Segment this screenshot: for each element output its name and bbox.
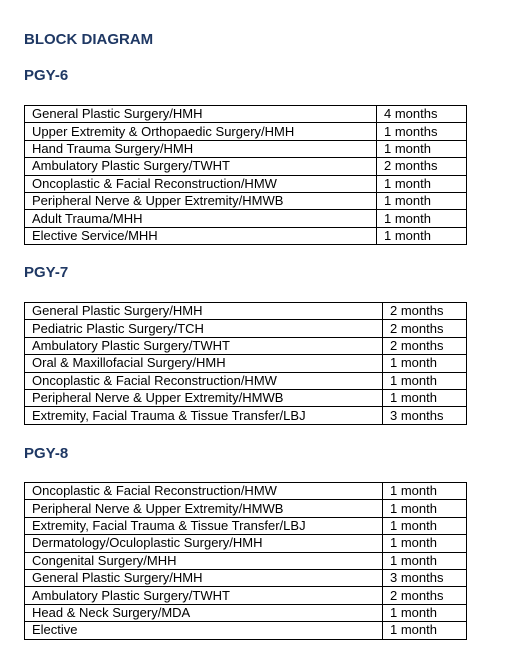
duration-cell: 1 month [383, 500, 467, 517]
rotation-cell: Extremity, Facial Trauma & Tissue Transfer/LBJ [25, 407, 383, 424]
rotation-cell: Adult Trauma/MHH [25, 210, 377, 227]
duration-cell: 2 months [383, 320, 467, 337]
table-row [25, 140, 467, 157]
page-title: BLOCK DIAGRAM [24, 31, 154, 48]
rotation-cell: Oncoplastic & Facial Reconstruction/HMW [25, 175, 377, 192]
rotation-cell: Peripheral Nerve & Upper Extremity/HMWB [25, 500, 383, 517]
rotation-cell: Ambulatory Plastic Surgery/TWHT [25, 337, 383, 354]
section-heading-pgy6: PGY-6 [24, 67, 69, 84]
rotation-cell: Upper Extremity & Orthopaedic Surgery/HMH [25, 123, 377, 140]
duration-cell: 1 month [377, 227, 467, 244]
rotation-cell: Dermatology/Oculoplastic Surgery/HMH [25, 535, 383, 552]
table-row [25, 106, 467, 123]
table-row [25, 500, 467, 517]
duration-cell: 4 months [377, 106, 467, 123]
table-row [25, 535, 467, 552]
rotation-cell: Ambulatory Plastic Surgery/TWHT [25, 587, 383, 604]
table-row [25, 483, 467, 500]
rotation-cell: Ambulatory Plastic Surgery/TWHT [25, 158, 377, 175]
duration-cell: 1 month [377, 192, 467, 209]
table-row [25, 227, 467, 244]
table-row [25, 604, 467, 621]
rotation-cell: Extremity, Facial Trauma & Tissue Transfer/LBJ [25, 517, 383, 534]
table-row [25, 210, 467, 227]
duration-cell: 1 month [377, 140, 467, 157]
duration-cell: 1 month [377, 175, 467, 192]
duration-cell: 1 month [383, 552, 467, 569]
duration-cell: 1 month [383, 604, 467, 621]
duration-cell: 3 months [383, 407, 467, 424]
rotation-cell: General Plastic Surgery/HMH [25, 303, 383, 320]
duration-cell: 1 month [383, 622, 467, 639]
rotation-cell: Hand Trauma Surgery/HMH [25, 140, 377, 157]
duration-cell: 3 months [383, 569, 467, 586]
rotation-cell: Peripheral Nerve & Upper Extremity/HMWB [25, 389, 383, 406]
section-heading-pgy7: PGY-7 [24, 264, 69, 281]
rotation-cell: Elective Service/MHH [25, 227, 377, 244]
table-row [25, 175, 467, 192]
rotation-cell: Pediatric Plastic Surgery/TCH [25, 320, 383, 337]
duration-cell: 1 month [377, 210, 467, 227]
table-row [25, 389, 467, 406]
table-row [25, 303, 467, 320]
table-row [25, 407, 467, 424]
rotation-table-pgy8 [24, 482, 467, 640]
table-row [25, 337, 467, 354]
duration-cell: 1 month [383, 372, 467, 389]
rotation-cell: Congenital Surgery/MHH [25, 552, 383, 569]
rotation-cell: General Plastic Surgery/HMH [25, 569, 383, 586]
rotation-cell: Elective [25, 622, 383, 639]
table-row [25, 622, 467, 639]
duration-cell: 2 months [383, 337, 467, 354]
table-row [25, 587, 467, 604]
duration-cell: 2 months [383, 303, 467, 320]
table-row [25, 372, 467, 389]
duration-cell: 1 months [377, 123, 467, 140]
table-row [25, 158, 467, 175]
rotation-table-pgy7 [24, 302, 467, 425]
section-heading-pgy8: PGY-8 [24, 445, 69, 462]
table-row [25, 552, 467, 569]
duration-cell: 1 month [383, 483, 467, 500]
rotation-cell: General Plastic Surgery/HMH [25, 106, 377, 123]
table-row [25, 517, 467, 534]
table-row [25, 569, 467, 586]
rotation-cell: Peripheral Nerve & Upper Extremity/HMWB [25, 192, 377, 209]
rotation-cell: Oncoplastic & Facial Reconstruction/HMW [25, 483, 383, 500]
rotation-cell: Oncoplastic & Facial Reconstruction/HMW [25, 372, 383, 389]
rotation-cell: Oral & Maxillofacial Surgery/HMH [25, 355, 383, 372]
duration-cell: 2 months [383, 587, 467, 604]
duration-cell: 2 months [377, 158, 467, 175]
rotation-table-pgy6 [24, 105, 467, 245]
duration-cell: 1 month [383, 389, 467, 406]
duration-cell: 1 month [383, 355, 467, 372]
table-row [25, 355, 467, 372]
duration-cell: 1 month [383, 517, 467, 534]
table-row [25, 192, 467, 209]
table-row [25, 320, 467, 337]
table-row [25, 123, 467, 140]
rotation-cell: Head & Neck Surgery/MDA [25, 604, 383, 621]
duration-cell: 1 month [383, 535, 467, 552]
